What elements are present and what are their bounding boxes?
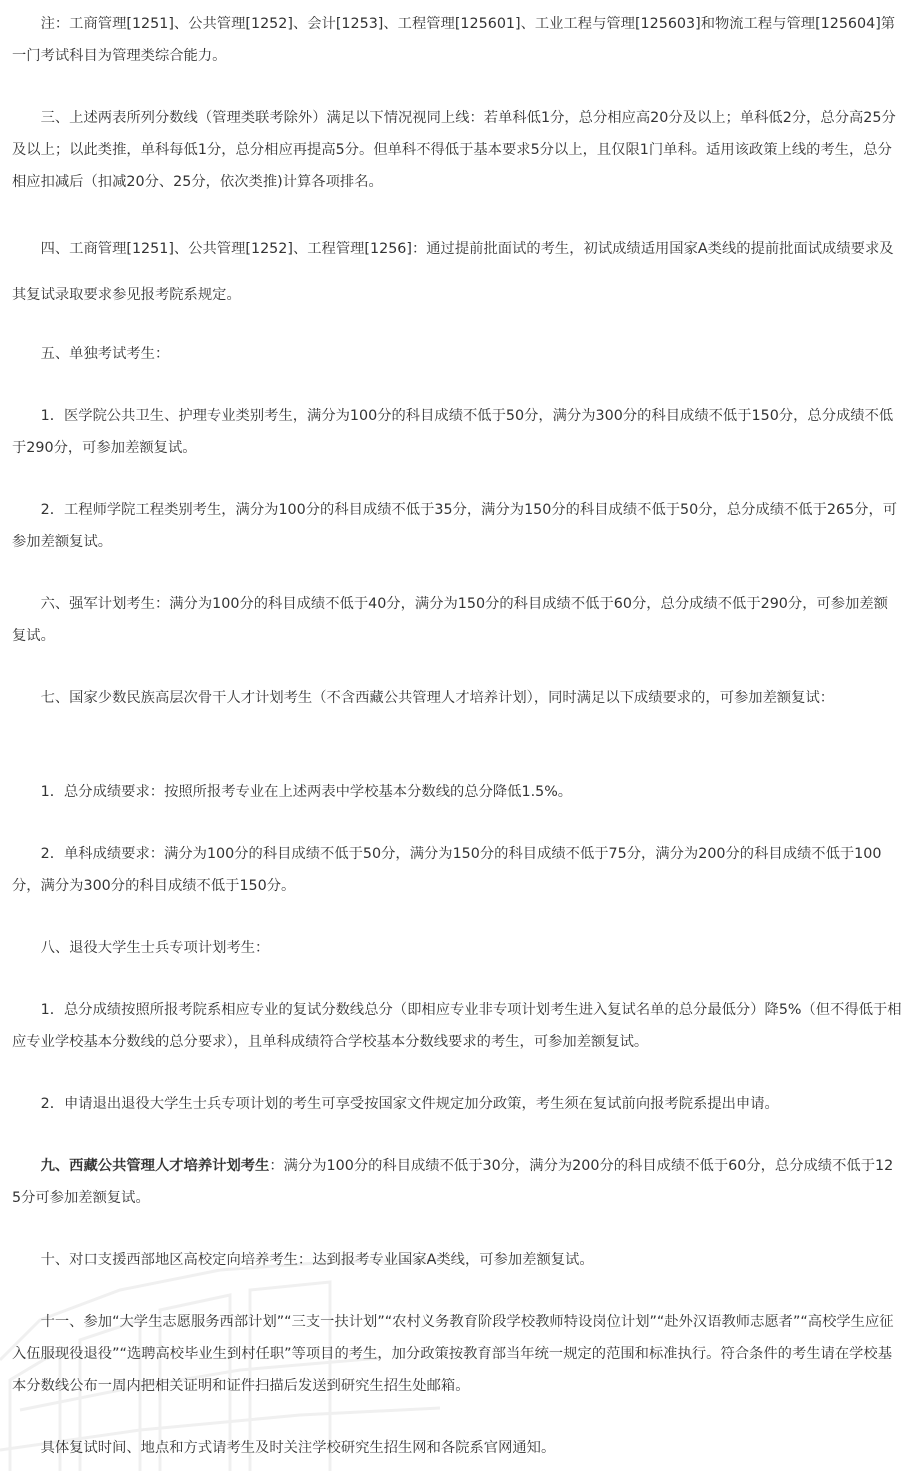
section-8-item-2: 2．申请退出退役大学生士兵专项计划的考生可享受按国家文件规定加分政策，考生须在复试前向报考院系提出申请。	[40, 1096, 779, 1112]
section-9-text: ：满分为100分的科目成绩不低于30分，满分为200分的科目成绩不低于60分，总分成绩不低于125分可参加差额复试。	[12, 1158, 894, 1206]
section-3-paragraph: 三、上述两表所列分数线（管理类联考除外）满足以下情况视同上线：若单科低1分，总分相应高20分及以上；单科低2分，总分高25分及以上；以此类推，单科每低1分，总分相应再提高5分。但单科不得低于基本要求5分以上，且仅限1门单科。适用该政策上线的考生，总分相应扣减后（扣减20分、25分，依次类推)计算各项排名。	[12, 110, 896, 190]
section-8-item-1: 1．总分成绩按照所报考院系相应专业的复试分数线总分（即相应专业非专项计划考生进入复试名单的总分最低分）降5%（但不得低于相应专业学校基本分数线的总分要求），且单科成绩符合学校基本分数线要求的考生，可参加差额复试。	[12, 1002, 902, 1050]
section-10-paragraph: 十、对口支援西部地区高校定向培养考生：达到报考专业国家A类线，可参加差额复试。	[40, 1252, 594, 1268]
section-5-item-2: 2．工程师学院工程类别考生，满分为100分的科目成绩不低于35分，满分为150分的科目成绩不低于50分，总分成绩不低于265分，可参加差额复试。	[12, 502, 898, 550]
section-7-item-2: 2．单科成绩要求：满分为100分的科目成绩不低于50分，满分为150分的科目成绩不低于75分，满分为200分的科目成绩不低于100分，满分为300分的科目成绩不低于150分。	[12, 846, 882, 894]
section-6-paragraph: 六、强军计划考生：满分为100分的科目成绩不低于40分，满分为150分的科目成绩不低于60分，总分成绩不低于290分，可参加差额复试。	[12, 596, 888, 644]
closing-paragraph: 具体复试时间、地点和方式请考生及时关注学校研究生招生网和各院系官网通知。	[40, 1440, 556, 1456]
section-7-title: 七、国家少数民族高层次骨干人才计划考生（不含西藏公共管理人才培养计划），同时满足以下成绩要求的，可参加差额复试：	[40, 690, 835, 706]
section-5-title: 五、单独考试考生：	[40, 346, 170, 362]
section-4-paragraph: 四、工商管理[1251]、公共管理[1252]、工程管理[1256]：通过提前批面试的考生，初试成绩适用国家A类线的提前批面试成绩要求及其复试录取要求参见报考院系规定。	[12, 241, 894, 303]
section-8-title: 八、退役大学生士兵专项计划考生：	[40, 940, 270, 956]
section-5-item-1: 1．医学院公共卫生、护理专业类别考生，满分为100分的科目成绩不低于50分，满分为300分的科目成绩不低于150分，总分成绩不低于290分，可参加差额复试。	[12, 408, 894, 456]
section-9-heading: 九、西藏公共管理人才培养计划考生	[40, 1158, 270, 1174]
section-11-paragraph: 十一、参加“大学生志愿服务西部计划”“三支一扶计划”“农村义务教育阶段学校教师特设岗位计划”“赴外汉语教师志愿者”“高校学生应征入伍服现役退役”“选聘高校毕业生到村任职”等项目的考生，加分政策按教育部当年统一规定的范围和标准执行。符合条件的考生请在学校基本分数线公布一周内把相关证明和证件扫描后发送到研究生招生处邮箱。	[12, 1314, 894, 1394]
section-7-item-1: 1．总分成绩要求：按照所报考专业在上述两表中学校基本分数线的总分降低1.5%。	[40, 784, 573, 800]
note-paragraph: 注：工商管理[1251]、公共管理[1252]、会计[1253]、工程管理[125601]、工业工程与管理[125603]和物流工程与管理[125604]第一门考试科目为管理类综合能力。	[12, 16, 896, 64]
section-9-paragraph	[12, 1150, 902, 1214]
